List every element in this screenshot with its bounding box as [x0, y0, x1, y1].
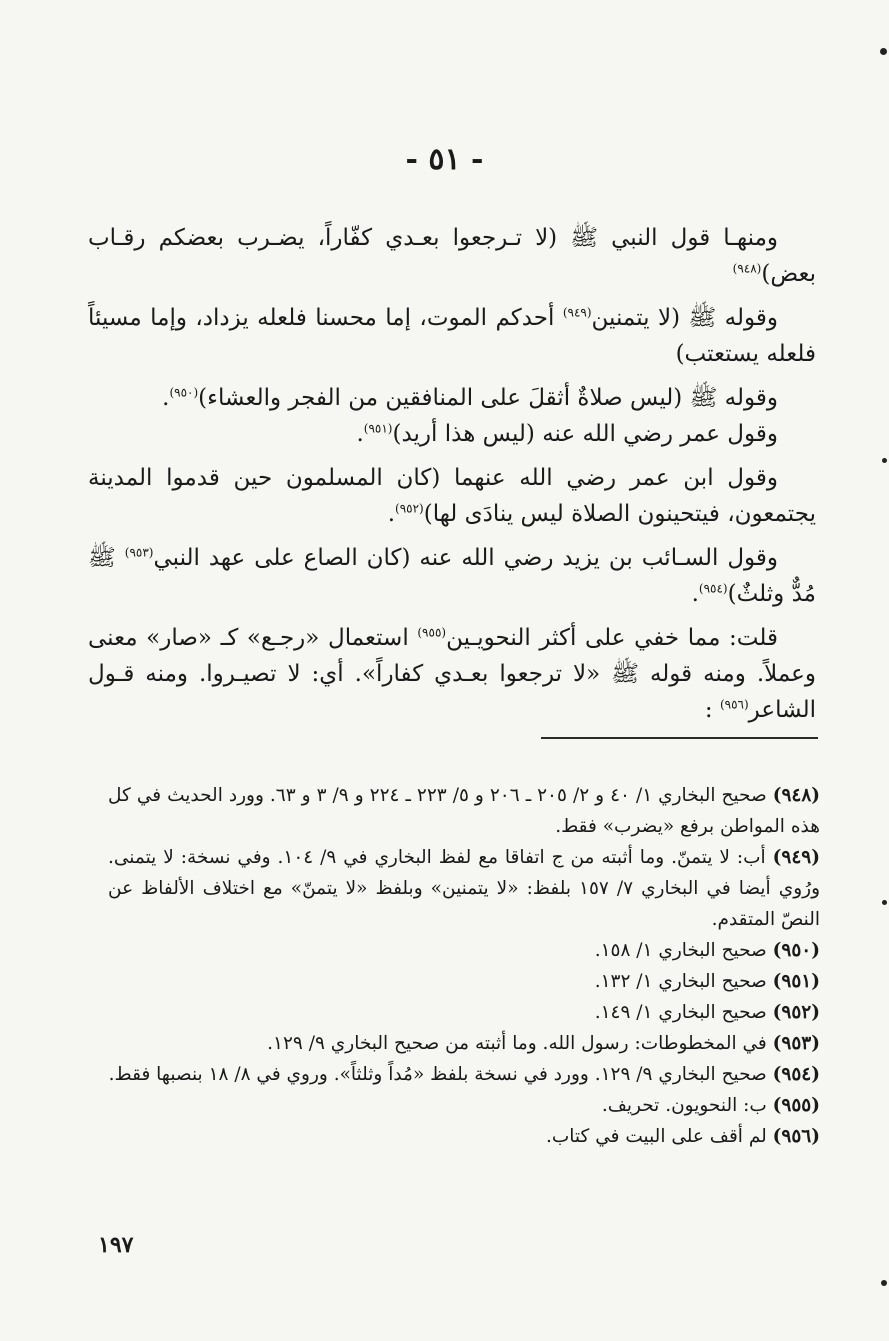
footnote-text: صحيح البخاري ١/ ١٣٢. [594, 971, 767, 992]
paragraph-text: وقول عمر رضي الله عنه (ليس هذا أريد) [392, 421, 778, 447]
page-header-number: - ٥١ - [405, 142, 484, 177]
paragraph [88, 220, 816, 292]
footnote-text: أب: لا يتمنّ. وما أثبته من ج اتفاقا مع لفظ البخاري في ٩/ ١٠٤. وفي نسخة: لا يتمنى. ورُوي أيضا في البخاري ٧/ ١٥٧ بلفظ: «لا يتمنين» وبلفظ «لا يتمنّ» مع اختلاف الألفاظ عن النصّ المتقدم. [108, 847, 821, 930]
footnote-ref[interactable]: (٩٥٥) [417, 625, 447, 640]
scan-margin-mark [882, 458, 887, 463]
footnote-item [108, 780, 820, 842]
paragraph-text: وقوله ﷺ (ليس صلاةٌ أثقلَ على المنافقين من الفجر والعشاء) [198, 385, 778, 411]
paragraph-text: وقول ابن عمر رضي الله عنهما (كان المسلمون حين قدموا المدينة يجتمعون، فيتحينون الصلاة ليس ينادَى لها) [88, 465, 816, 527]
footnote-divider [541, 737, 818, 739]
footnote-ref[interactable]: (٩٥٠) [169, 385, 199, 400]
footnote-item [108, 1028, 820, 1059]
footnote-number: (٩٥٠) [772, 940, 820, 961]
footnote-item [108, 1090, 820, 1121]
footnote-text: صحيح البخاري ١/ ٤٠ و ٢/ ٢٠٥ ـ ٢٠٦ و ٥/ ٢٢٣ ـ ٢٢٤ و ٩/ ٣ و ٦٣. وورد الحديث في كل هذه المواطن برفع «يضرب» فقط. [108, 785, 820, 837]
footnote-text: صحيح البخاري ١/ ١٤٩. [594, 1002, 767, 1023]
footnote-item [108, 935, 820, 966]
footnote-ref[interactable]: (٩٥٢) [395, 501, 424, 516]
footnotes [108, 780, 820, 1152]
paragraph-text: ﷺ مُدٌّ وثلثٌ) [88, 545, 816, 607]
scan-margin-mark [880, 48, 887, 55]
paragraph-text: قلت: مما خفي على أكثر النحويـين [446, 625, 778, 651]
footnote-ref[interactable]: (٩٥٣) [124, 545, 154, 560]
footnote-item [108, 966, 820, 997]
paragraph: وقوله ﷺ (ليس صلاةٌ أثقلَ على المنافقين من الفجر والعشاء)$^{(٩٥٠)}$. [162, 385, 778, 411]
scan-margin-mark [882, 900, 887, 905]
paragraph [88, 300, 816, 372]
paragraph: وقول السـائب بن يزيد رضي الله عنه (كان الصاع على عهد النبي$^{(٩٥٣)}$ ﷺ مُدٌّ وثلثٌ)$^{(٩٥٤)}$. [88, 545, 816, 607]
footnote-number: (٩٥٦) [772, 1126, 820, 1147]
paragraph-text: وقوله ﷺ (لا يتمنين [591, 305, 778, 331]
main-text [88, 220, 816, 736]
paragraph-text: ومنهـا قول النبي ﷺ (لا تـرجعوا بعـدي كفّاراً، يضـرب بعضكم رقـاب بعض) [88, 225, 816, 287]
footnote-number: (٩٥٤) [772, 1064, 820, 1085]
footnote-item [108, 997, 820, 1028]
footnote-number: (٩٥١) [772, 971, 820, 992]
paragraph [88, 620, 816, 728]
paragraph-text: استعمال «رجـع» كـ «صار» معنى وعملاً. ومنه قوله ﷺ «لا ترجعوا بعـدي كفاراً». أي: لا تصيـروا. ومنه قـول الشاعر [88, 625, 816, 723]
footnote-text: صحيح البخاري ١/ ١٥٨. [594, 940, 767, 961]
footnote-item [108, 842, 820, 935]
footnote-ref[interactable]: (٩٤٩) [562, 305, 592, 320]
footnote-number: (٩٥٣) [772, 1033, 820, 1054]
footnote-number: (٩٤٨) [772, 785, 821, 806]
paragraph: وقول عمر رضي الله عنه (ليس هذا أريد)$^{(٩٥١)}$. [356, 421, 778, 447]
footnote-number: (٩٥٢) [772, 1002, 820, 1023]
page-number: ١٩٧ [98, 1232, 134, 1258]
scan-margin-mark [881, 1280, 887, 1286]
footnote-ref[interactable]: (٩٤٨) [732, 261, 762, 276]
footnote-number: (٩٥٥) [772, 1095, 820, 1116]
footnote-item [108, 1059, 820, 1090]
footnote-ref[interactable]: (٩٥٤) [698, 581, 728, 596]
paragraph: وقول ابن عمر رضي الله عنهما (كان المسلمون حين قدموا المدينة يجتمعون، فيتحينون الصلاة ليس ينادَى لها)$^{(٩٥٢)}$. [88, 465, 816, 527]
footnote-text: في المخطوطات: رسول الله. وما أثبته من صحيح البخاري ٩/ ١٢٩. [267, 1033, 767, 1054]
footnote-ref[interactable]: (٩٥١) [363, 421, 393, 436]
paragraph-text: : [704, 697, 713, 723]
footnote-ref[interactable]: (٩٥٦) [719, 697, 749, 712]
footnote-text: ب: النحويون. تحريف. [601, 1095, 767, 1116]
footnote-number: (٩٤٩) [772, 847, 820, 868]
paragraph-text: وقول السـائب بن يزيد رضي الله عنه (كان الصاع على عهد النبي [153, 545, 779, 571]
footnote-item [108, 1121, 820, 1152]
paragraph-text: أحدكم الموت، إما محسنا فلعله يزداد، وإما مسيئاً فلعله يستعتب) [88, 305, 816, 367]
footnote-text: لم أقف على البيت في كتاب. [546, 1126, 767, 1147]
footnote-text: صحيح البخاري ٩/ ١٢٩. وورد في نسخة بلفظ «مُداً وثلثاً». وروي في ٨/ ١٨ بنصبها فقط. [108, 1064, 767, 1085]
